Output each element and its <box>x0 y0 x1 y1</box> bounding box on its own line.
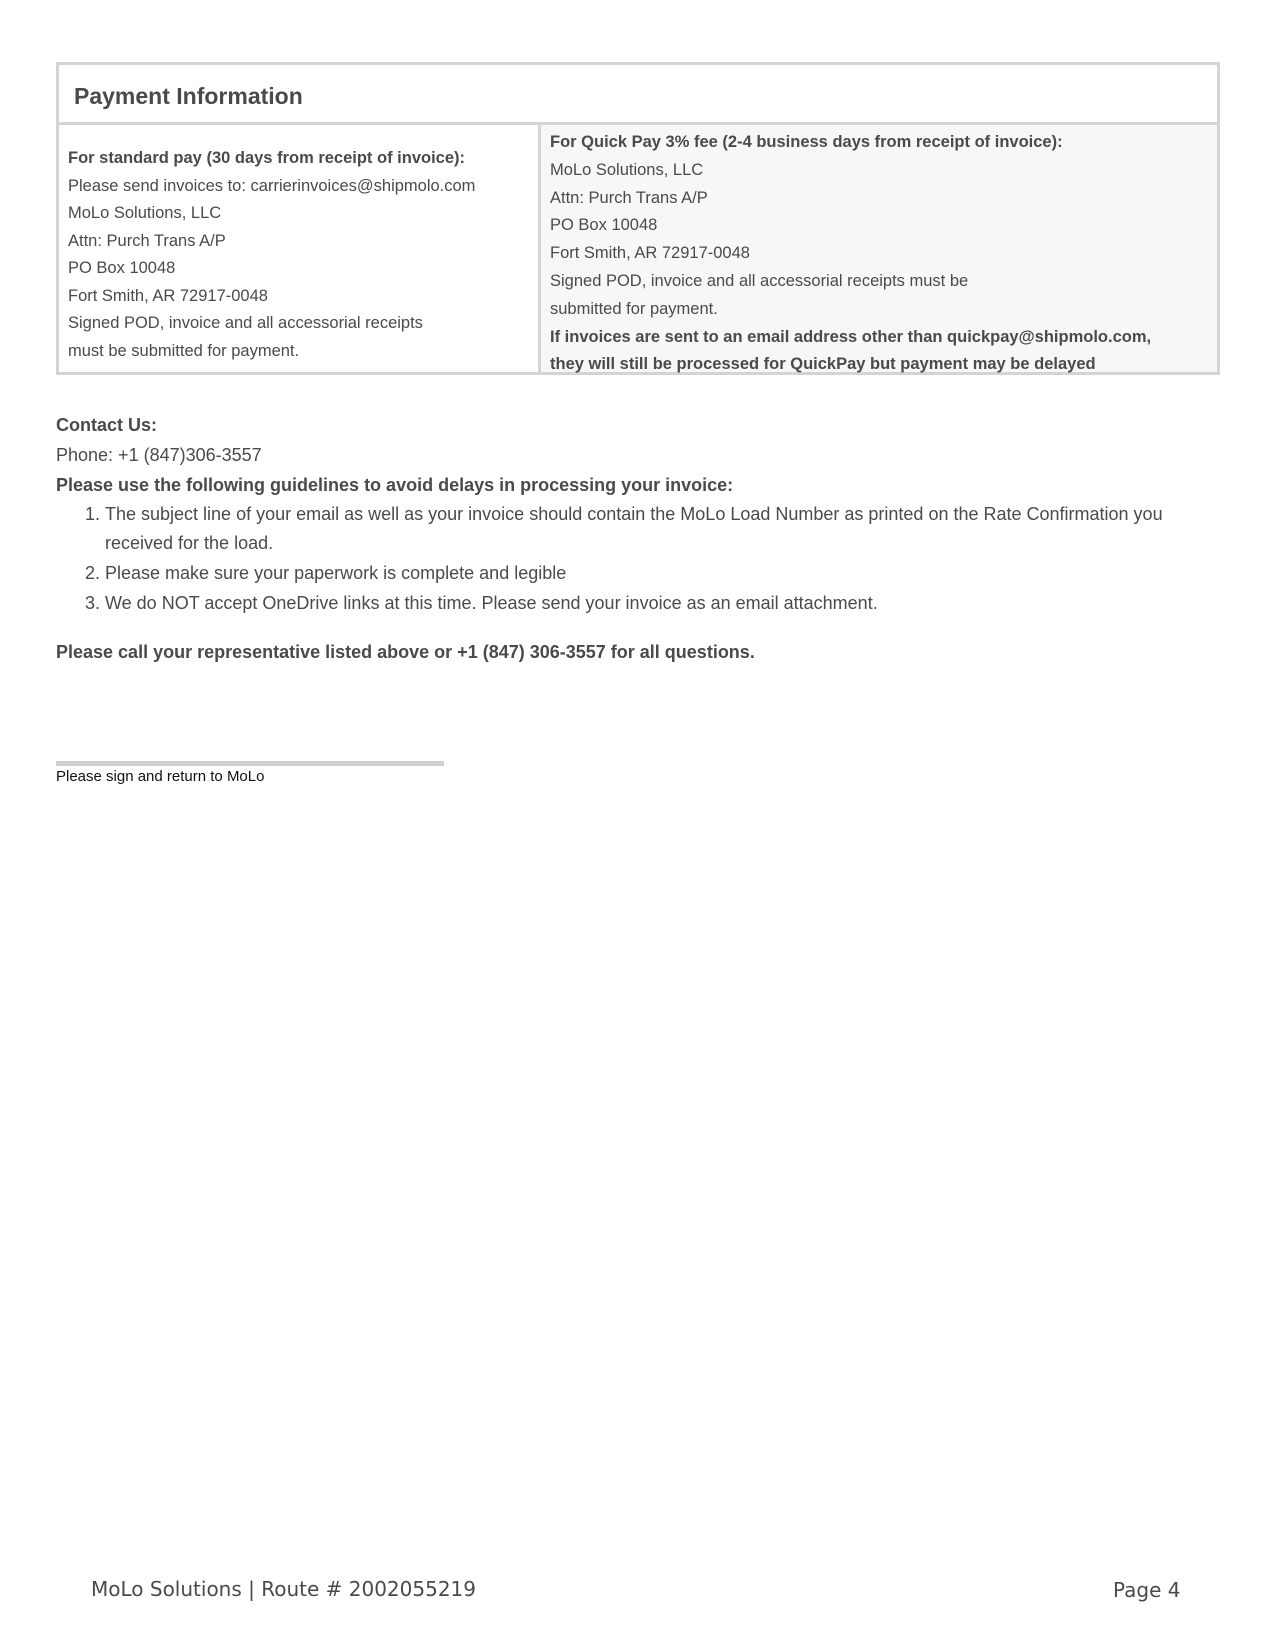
quick-pay-heading: For Quick Pay 3% fee (2-4 business days from receipt of invoice): <box>550 133 1063 151</box>
payment-information-title: Payment Information <box>59 65 1217 125</box>
quick-pay-line: PO Box 10048 <box>550 216 658 235</box>
quick-pay-line: submitted for payment. <box>550 299 718 318</box>
quick-pay-notice: they will still be processed for QuickPay but payment may be delayed <box>550 355 1096 374</box>
payment-columns <box>59 125 1217 372</box>
signature-line[interactable] <box>56 761 444 766</box>
quick-pay-line: Fort Smith, AR 72917-0048 <box>550 244 750 263</box>
quick-pay-line: MoLo Solutions, LLC <box>550 160 704 179</box>
guideline-item: 2. Please make sure your paperwork is complete and legible <box>105 559 1226 588</box>
standard-pay-line: must be submitted for payment. <box>68 341 300 360</box>
payment-information-box <box>56 62 1220 375</box>
standard-pay-line: Attn: Purch Trans A/P <box>68 231 226 250</box>
contact-heading: Contact Us: <box>56 415 158 435</box>
guidelines-heading: Please use the following guidelines to avoid delays in processing your invoice: <box>56 475 734 495</box>
standard-pay-line: MoLo Solutions, LLC <box>68 204 222 222</box>
standard-pay-heading: For standard pay (30 days from receipt of invoice): <box>68 149 466 167</box>
guidelines-list <box>56 500 1226 618</box>
quick-pay-line: Signed POD, invoice and all accessorial receipts must be <box>550 271 969 290</box>
quick-pay-notice: If invoices are sent to an email address other than quickpay@shipmolo.com, <box>550 327 1152 346</box>
standard-pay-line: PO Box 10048 <box>68 259 176 277</box>
standard-pay-line: Signed POD, invoice and all accessorial receipts <box>68 314 423 332</box>
footer-page-number: Page 4 <box>1113 1578 1181 1602</box>
quick-pay-column <box>541 125 1217 372</box>
contact-section <box>56 410 1226 619</box>
guideline-item: 1. The subject line of your email as well as your invoice should contain the MoLo Load Number as printed on the Rate Confirmation you received for the load. <box>105 500 1226 558</box>
footer-route: MoLo Solutions | Route # 2002055219 <box>91 1577 476 1601</box>
standard-pay-line: Please send invoices to: carrierinvoices@shipmolo.com <box>68 176 476 195</box>
standard-pay-column <box>59 125 541 372</box>
signature-caption: Please sign and return to MoLo <box>56 768 265 785</box>
standard-pay-line: Fort Smith, AR 72917-0048 <box>68 286 268 305</box>
quick-pay-line: Attn: Purch Trans A/P <box>550 188 708 207</box>
guideline-item: 3. We do NOT accept OneDrive links at this time. Please send your invoice as an email attachment. <box>105 589 1226 618</box>
contact-phone: Phone: +1 (847)306-3557 <box>56 445 262 465</box>
call-representative-note: Please call your representative listed above or +1 (847) 306-3557 for all questions. <box>56 642 755 662</box>
